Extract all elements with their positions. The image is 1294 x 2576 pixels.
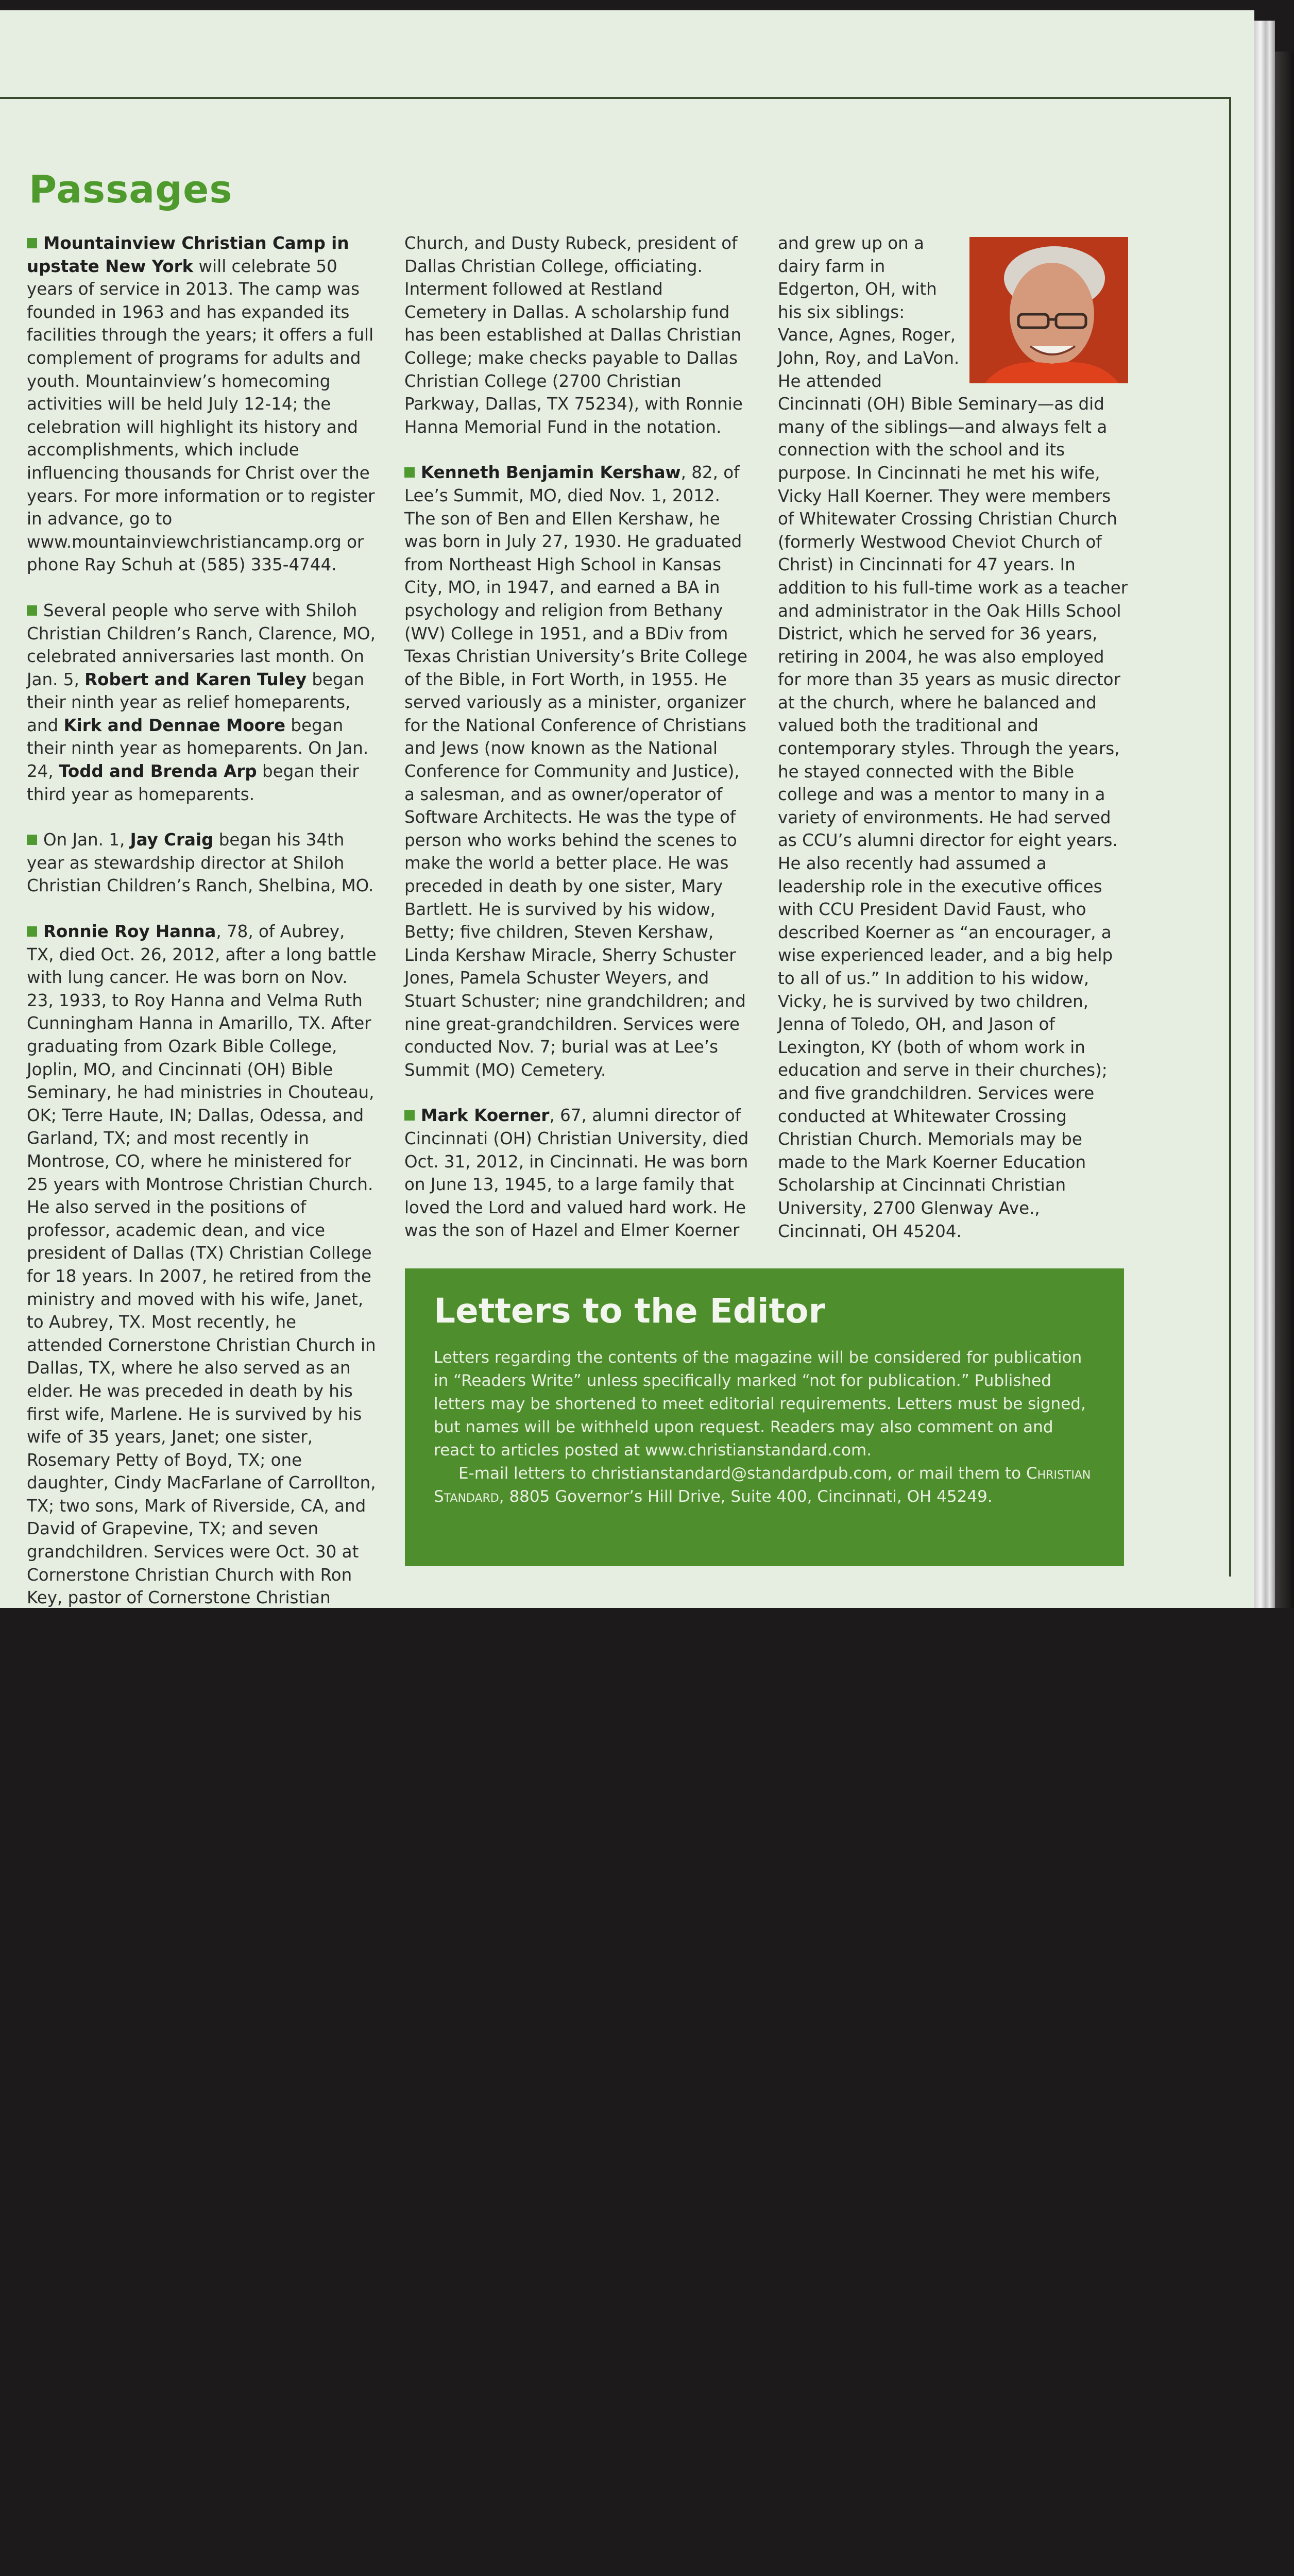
passage-text: Several people who serve with Shiloh Christian Children’s Ranch, Clarence, MO, celebrated anniversaries last month. On Jan. 5, (27, 600, 376, 689)
page-stack-edge (1254, 21, 1275, 1608)
bullet-square-icon (404, 1110, 415, 1121)
bullet-square-icon (404, 467, 415, 478)
passage-mark-koerner-continued: and grew up on a dairy farm in Edgerton, OH, with his six siblings: Vance, Agnes, Roger, John, Roy, and LaVon. He attended Cincinnati (OH) Bible Seminary—as did many of the siblings—and always felt a connection with the school and its purpose. In Cincinnati he met his wife, Vicky Hall Koerner. They were members of Whitewater Crossing Christian Church (formerly Westwood Cheviot Church of Christ) in Cincinnati for 47 years. In addition to his full-time work as a teacher and administrator in the Oak Hills School District, which he served for 36 years, retiring in 2004, he was also employed for more than 35 years as music director at the church, where he balanced and valued both the traditional and contemporary styles. Through the years, he stayed connected with the Bible college and was a mentor to many in a variety of environments. He had served as CCU’s alumni director for eight years. He also recently had assumed a leadership role in the executive offices with CCU President David Faust, who described Koerner as “an encourager, a wise experienced leader, and a big help to all of us.” In addition to his widow, Vicky, he is survived by two children, Jenna of Toledo, OH, and Jason of Lexington, KY (both of whom work in education and serve in their churches); and five grandchildren. Services were conducted at Whitewater Crossing Christian Church. Memorials may be made to the Mark Koerner Education Scholarship at Cincinnati Christian University, 2700 Glenway Ave., Cincinnati, OH 45204. (778, 233, 1128, 1241)
passage-name: Kirk and Dennae Moore (63, 715, 286, 735)
letters-contact-post: , 8805 Governor’s Hill Drive, Suite 400, Cincinnati, OH 45249. (499, 1487, 993, 1506)
passage-text: began his 34th year as stewardship director at Shiloh Christian Children’s Ranch, Shelbina, MO. (27, 830, 374, 896)
passage-name: Mark Koerner (421, 1106, 550, 1126)
passage-text: will celebrate 50 years of service in 2013. The camp was founded in 1963 and has expanded its facilities through the years; it offers a full complement of programs for adults and youth. Mountainview’s homecoming activities will be held July 12-14; the celebration will highlight its history and accomplishments, which include influencing thousands for Christ over the years. For more information or to register in advance, go to www.mountainviewchristiancamp.org or phone Ray Schuh at (585) 335-4744. (27, 256, 375, 575)
passage-ronnie-hanna (27, 920, 377, 1609)
passage-text: began their ninth year as homeparents. On Jan. 24, (27, 715, 369, 782)
passage-text: , 82, of Lee’s Summit, MO, died Nov. 1, 2012. The son of Ben and Ellen Kershaw, he was born in July 27, 1930. He graduated from Northeast High School in Kansas City, MO, in 1947, and earned a BA in psychology and religion from Bethany (WV) College in 1951, and a BDiv from Texas Christian University’s Brite College of the Bible, in Fort Worth, in 1955. He served variously as a minister, organizer for the National Conference of Christians and Jews (now known as the National Conference for Community and Justice), a salesman, and as owner/operator of Software Architects. He was the type of person who works behind the scenes to make the world a better place. He was preceded in death by one sister, Mary Bartlett. He is survived by his widow, Betty; five children, Steven Kershaw, Linda Kershaw Miracle, Sherry Schuster Jones, Pamela Schuster Weyers, and Stuart Schuster; nine grandchildren; and nine great-grandchildren. Services were conducted Nov. 7; burial was at Lee’s Summit (MO) Cemetery. (404, 463, 747, 1080)
bullet-square-icon (27, 605, 37, 616)
passage-text: , 78, of Aubrey, TX, died Oct. 26, 2012, after a long battle with lung cancer. He was born on Nov. 23, 1933, to Roy Hanna and Velma Ruth Cunningham Hanna in Amarillo, TX. After graduating from Ozark Bible College, Joplin, MO, and Cincinnati (OH) Bible Seminary, he had ministries in Chouteau, OK; Terre Haute, IN; Dallas, Odessa, and Garland, TX; and most recently in Montrose, CO, where he ministered for 25 years with Montrose Christian Church. He also served in the positions of professor, academic dean, and vice president of Dallas (TX) Christian College for 18 years. In 2007, he retired from the ministry and moved with his wife, Janet, to Aubrey, TX. Most recently, he attended Cornerstone Christian Church in Dallas, TX, where he also served as an elder. He was preceded in death by his first wife, Marlene. He is survived by his wife of 35 years, Janet; one sister, Rosemary Petty of Boyd, TX; one daughter, Cindy MacFarlane of Carrollton, TX; two sons, Mark of Riverside, CA, and David of Grapevine, TX; and seven grandchildren. Services were Oct. 30 at Cornerstone Christian Church with Ron Key, pastor of Cornerstone Christian (27, 922, 377, 1608)
passage-name: Ronnie Roy Hanna (43, 922, 216, 942)
passage-name: Todd and Brenda Arp (59, 761, 257, 782)
section-title: Passages (29, 167, 233, 212)
bullet-square-icon (27, 238, 37, 248)
portrait-photo (969, 237, 1128, 383)
bullet-square-icon (27, 835, 37, 845)
portrait-illustration (969, 237, 1128, 383)
passage-jay-craig (27, 828, 377, 897)
passage-text: began their third year as homeparents. (27, 761, 359, 804)
letters-contact-text (434, 1462, 1095, 1509)
passage-kenneth-kershaw (404, 461, 750, 1081)
passage-text: On Jan. 1, (43, 830, 130, 850)
passage-name: Jay Craig (130, 830, 214, 850)
column-2 (404, 232, 750, 1265)
passage-shiloh-anniversaries (27, 599, 377, 806)
letters-to-editor-box (405, 1268, 1124, 1566)
passage-name: Mountainview Christian Camp in upstate New York (27, 233, 349, 276)
passage-text: , 67, alumni director of Cincinnati (OH) Christian University, died Oct. 31, 2012, in Cincinnati. He was born on June 13, 1945, to a large family that loved the Lord and valued hard work. He was the son of Hazel and Elmer Koerner (404, 1106, 749, 1241)
letters-policy-text: Letters regarding the contents of the magazine will be considered for publication in “Readers Write” unless specifically marked “not for publication.” Published letters may be shortened to meet editorial requirements. Letters must be signed, but names will be withheld upon request. Readers may also comment on and react to articles posted at www.christianstandard.com. (434, 1348, 1086, 1460)
letters-title: Letters to the Editor (434, 1291, 826, 1331)
column-1 (27, 232, 377, 1632)
passage-name: Robert and Karen Tuley (84, 669, 307, 689)
bullet-square-icon (27, 926, 37, 937)
passage-mountainview (27, 232, 377, 577)
passage-mark-koerner (404, 1104, 750, 1242)
passage-ronnie-hanna-continued: Church, and Dusty Rubeck, president of Dallas Christian College, officiating. Interment followed at Restland Cemetery in Dallas. A scholarship fund has been established at Dallas Christian College; make checks payable to Dallas Christian College (2700 Christian Parkway, Dallas, TX 75234), with Ronnie Hanna Memorial Fund in the notation. (404, 233, 743, 437)
passage-name: Kenneth Benjamin Kershaw (421, 463, 681, 483)
passage-text: began their ninth year as relief homeparents, and (27, 669, 365, 735)
column-3 (778, 232, 1128, 1265)
binding-shadow (1275, 52, 1294, 1608)
publication-name: Christian Standard (434, 1464, 1091, 1506)
letters-contact-pre: E-mail letters to christianstandard@standardpub.com, or mail them to (458, 1464, 1026, 1483)
